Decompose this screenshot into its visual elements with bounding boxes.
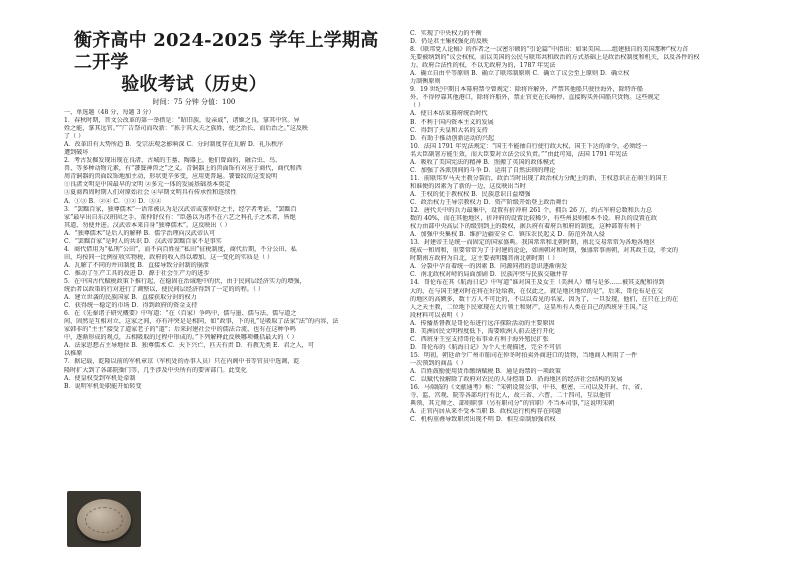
text-line: 时期南方政府为自北，这主要表明魏晋南北朝时期（ ）: [410, 255, 559, 263]
text-line: C．获得统一稳定的市场 D．得到政府的资金支持: [64, 302, 198, 310]
artifact-photo: [67, 491, 141, 547]
text-line: 13．封建帝王是统一而固定的国家盛典。我国常常和北朝时期，南北交易常常为各地各地区: [410, 239, 656, 247]
text-line: A．王权的优于教权权 B．民族意识日益增强: [410, 190, 531, 198]
text-line: 10．法国 1791 年宪法规定：“国王不能抽自行使行政大权，国王下达的命令，必须经一: [410, 142, 648, 150]
text-line: 一次领到的商品（ ）: [410, 359, 467, 367]
text-line: 14．哥伦布在其《航海日记》中写道“谁对国王及女王（美洲人）赠与是多……被其支配和得到: [410, 279, 665, 287]
text-line: 寺、监、宫观、院等各部均行有比人，故三省、六曹、二十四司，互以他官: [410, 392, 612, 400]
text-line: A．建立世袭的民族国家 B．直接获取分封的权力: [64, 294, 197, 302]
text-line: 一、单选题（48 分，每题 3 分）: [64, 109, 155, 116]
text-line: ③夏商西周时期人们对原始社会 ④早期文明具有传承性和连续性: [64, 189, 237, 197]
text-line: C．西班牙王室支持哥伦布事业有利于海外殖民扩张: [410, 335, 549, 343]
text-line: C．加强了各派别间的斗争 D．运用了自然法则的理论: [410, 166, 556, 174]
text-line: 5．在中国古代赋税政策下推行起，在稳固在治域地中的伏，由于民间层经济实力的增强，: [64, 277, 306, 285]
text-line: 统成一和周和，重要常常为了于封建的论论，如南朝对和时期，强盛常事南朝，对其政王设，孝文的: [410, 247, 679, 255]
text-line: A．①③ B．②④ C．①② D．③④: [64, 197, 162, 205]
left-question-text: [64, 109, 394, 391]
text-line: 6．在《先秦诸子研究概要》中写道：“在（百家）争鸣中，儒与墨、儒与法、儒与道之: [64, 310, 297, 318]
text-line: C．实现了中央权力的平衡: [410, 30, 482, 37]
exam-time-info: 时间：75 分钟 分值：100: [152, 98, 236, 106]
text-line: C．“罢黜百家”是时人的共识 D．汉武帝罢黜百家不是事实: [64, 237, 222, 245]
text-line: 16．马端临的《文献通考》称：“宋朝设置公事，中书、枢密、三司以及开封、台、省、: [410, 384, 647, 392]
text-line: 11．前联邦罗马天主教分裂后，政治当时出现了政治权力分配上的新，王权意识正在萌生的国王: [410, 174, 668, 182]
text-line: D．哥伦布的《航海日记》为个人主观描述，完全不可信: [410, 343, 562, 351]
title-line-2: 验收考试（历史）: [121, 74, 267, 95]
text-line: B．美洲居民文明程度低下，需要欧洲人前去进行开化: [410, 327, 555, 335]
text-line: 3．“罢黜百家，独尊儒术”一语常被认为是汉武帝或董仲舒之主，经学者考证，“罢黜百: [64, 205, 297, 213]
text-line: A．吸收了美国宪法的精神 B．照搬了英国的政体模式: [410, 158, 555, 166]
text-line: A．确立自由平等原则 B．确立了联邦制原则 C．确立了议会至上原则 D．确立权: [410, 70, 630, 78]
text-line: 遭到破坏: [64, 149, 89, 157]
text-line: 田，均按同一比例征收实物税，政府的收入得以增加。这一变化的实质是（ ）: [64, 253, 274, 261]
exam-title: [74, 30, 394, 96]
text-line: 数的 40%，而在其他地区，折冲府的设置比较稀少，有些州县则根本不设。府兵的设置在政: [410, 215, 658, 223]
text-line: 1．春秋时期，晋文公改革的第一举措是：“昭旧族，爱亲戚”，诸姬之良，掌其中官。异: [64, 117, 300, 125]
text-line: 15．明初，朝廷命令广州市舶司在仲冬时拍卖外商进口的货物，当地商人利用了一件: [410, 351, 638, 359]
text-line: ①良渚文明是中国最早的文明 ②多元一体的发展基础基本奠定: [64, 181, 231, 189]
text-line: 间，固然是互相对立，这家之间，亦有冲突是是相同，如“政事，下的礼”是吸取了法家“法”的内容，法: [64, 318, 339, 326]
text-line: 的地区的高额多，数十万人不可比的，不以以看见的名家，因为了，一旦发现，他们，在只在上的在: [410, 295, 679, 303]
title-line-1: 衡齐高中 2024-2025 学年上学期高二开学: [74, 30, 379, 73]
text-line: 外，不得停靠其他港口，除将许船外，禁止官吏在长崎停、直接购买外国船只货物。这些规定: [410, 94, 660, 102]
text-line: A．加强中央集权 B．维护边疆安全 C．镇压农民起义 D．防范外敌入侵: [410, 231, 605, 239]
text-line: D．仍是君主集权强化的反映: [410, 38, 489, 46]
text-line: （ ）: [410, 102, 425, 110]
text-line: 家韩非的“主主”接受了道家老子的“道”；后来封建社会中的儒法合流，也有在这种争鸣: [64, 326, 296, 334]
text-line: 典领，其元帅之、部则职事（另有职司分”的官职）不当本司事，”这说明宋朝: [410, 400, 615, 408]
text-line: A．“独尊儒术”是后人的解释 B．儒学治理向汉武帝认可: [64, 229, 216, 237]
text-line: 大的，在与国王建对时在将在好处给教，在仅此之，就是地区地位的是”，后来，哥伦布是在交: [410, 287, 663, 295]
text-line: A．法家思想占主导地位 B．独尊儒术 C．天下兴亡，匹夫有责 D．有教无类 E．君之人，可: [64, 342, 314, 350]
text-line: B．说明军机处职能开始转变: [64, 382, 142, 390]
text-line: 和谁便的因素为了新的一边，这反映出当时: [410, 182, 526, 190]
text-line: 兽、等多种动物元素，有“饕餮神兽之”之义。青铜器上的兽面饰有对应于商代，商代和西: [64, 165, 302, 173]
text-line: A．使皇权受到军机处牵制: [64, 374, 136, 382]
text-line: C．政治权力王导宗教权力 D．资产阶级开始登上政治舞台: [410, 198, 568, 206]
text-line: 姓之能，掌其远官。”“广告祭司而攻新：“拣于其大夫之族姓，使之治长，而后治之。”这反映: [64, 125, 309, 133]
text-line: C．推动了生产工具的改进 D．源于社会生产力的进步: [64, 269, 210, 277]
text-line: 7．据记载，乾隆以前的军机章京（军机处的办事人员）只在内阁中书等官员中选调，乾: [64, 358, 300, 366]
text-line: C．南北政权对峙的局面加剧 D．民族冲突与民族交融并存: [410, 271, 568, 279]
text-line: 力。政府合法性的权，不以无政府为的，1787 年宪法: [410, 62, 556, 70]
text-line: A．分裂中孕育着统一的因素 B．同源同祖的意识逐渐萌发: [410, 263, 568, 271]
artifact-texture: [85, 507, 123, 533]
text-line: 家”最早出自东汉班固之手，董仲舒仅有：“臣愚以为诸不在六艺之科孔子之术者，皆绝: [64, 213, 296, 221]
left-column: [64, 30, 394, 555]
text-line: A．百姓鼓励使用货币缴纳赋税 B．通是海禁的一项政策: [410, 367, 561, 375]
text-line: C．得到了天皇和大名的支持: [410, 126, 488, 134]
text-line: 人之天主教，二位地下民眾现在大片领土和财产，这显所有人类在自己的西班牙王国。”这: [410, 303, 648, 311]
text-line: 力制衡原则: [410, 78, 441, 86]
text-line: 8．《联邦党人论稿》的作者之一汉密尔顿的“引论篇”中指出：如果美国……组建独自的美国那种”权力首: [410, 46, 689, 54]
text-line: D．有助于推动创新运动的兴起: [410, 134, 495, 142]
text-line: 中，逐渐形成的观点，五相吸取的过程中形成的。”下列解释此反映哪项概括最大的（ ）: [64, 334, 298, 342]
text-line: 统治者以政策的行对进行了调整以，使民间层经济得到了一定的的程。（ ）: [64, 286, 264, 294]
text-line: 段材料可以表明（ ）: [410, 311, 467, 319]
text-line: 先要被纳到的”议会权权，而以美国的公民与联邦共和政治的方式基础上是政治权制度和机关，以及各件的权: [410, 54, 700, 62]
text-line: 权力由部中央高层下的级别到上的数权，据兵府有着府兵和府的制度，这种部署有利于: [410, 223, 642, 231]
text-line: A．改革旧有大势所趋 B．受宗法观念影响深 C．分封制度存在瓦解 D．礼乐秩序: [64, 141, 284, 149]
text-line: 隆时扩大到了各部院衙门等，几乎涉及中央所有的要害部门。此变化: [64, 366, 247, 374]
text-line: 其道，勿使并进。汉武帝本来自身“独尊儒术”。这反映出（ ）: [64, 221, 231, 229]
text-line: 12．唐代关中的兵力最集中，设置有折冲府 261 个，拥兵 26 万，约占军府总数和兵力总: [410, 207, 653, 215]
text-line: C．机构重叠导致职责出现不明 D．相互牵制加强君权: [410, 416, 556, 424]
right-question-text: [410, 30, 740, 424]
text-line: 2．考古发掘发现出现在良渚、古城的王墓、陶器上，他们曾面的，融合虫、鸟、: [64, 157, 282, 165]
text-line: 以推原: [64, 350, 83, 358]
text-line: 4．商代借用为“私刑”公田”，而不向百姓征“私田”征税制度，商代后期，不分公田、私: [64, 245, 297, 253]
text-line: A．瓦解了不同的井田制度 B．直接导致分封制的崩溃: [64, 261, 209, 269]
text-line: 名大臣副署方能生效，而大臣要对立法会议负责。”“由此可知，法国 1791 年宪法: [410, 150, 628, 158]
text-line: A．正官内居从来不受本当职 B．政权运行机构存在问题: [410, 408, 561, 416]
text-line: B．不利于国内资本主义的发展: [410, 118, 494, 126]
text-line: 9．19 世纪中期日本幕府禁令曾规定：除将许解外，严禁其他船只驶往海外，除特许船: [410, 86, 643, 94]
text-line: A．传播基督教是哥伦布进行远洋探险活动的主要原因: [410, 319, 555, 327]
text-line: C．以赋代役解除了政府对农民的人身控制 D．沿海地区的经济社会结构的发展: [410, 376, 623, 384]
text-line: A．使日本结束幕府统治时代: [410, 110, 488, 118]
text-line: 周青铜器的兽面纹饰地加主动，形状更辛多变，应用更普遍。饕餮纹的这变说明: [64, 173, 278, 181]
text-line: 了（ ）: [64, 133, 85, 141]
right-column: [410, 30, 740, 555]
